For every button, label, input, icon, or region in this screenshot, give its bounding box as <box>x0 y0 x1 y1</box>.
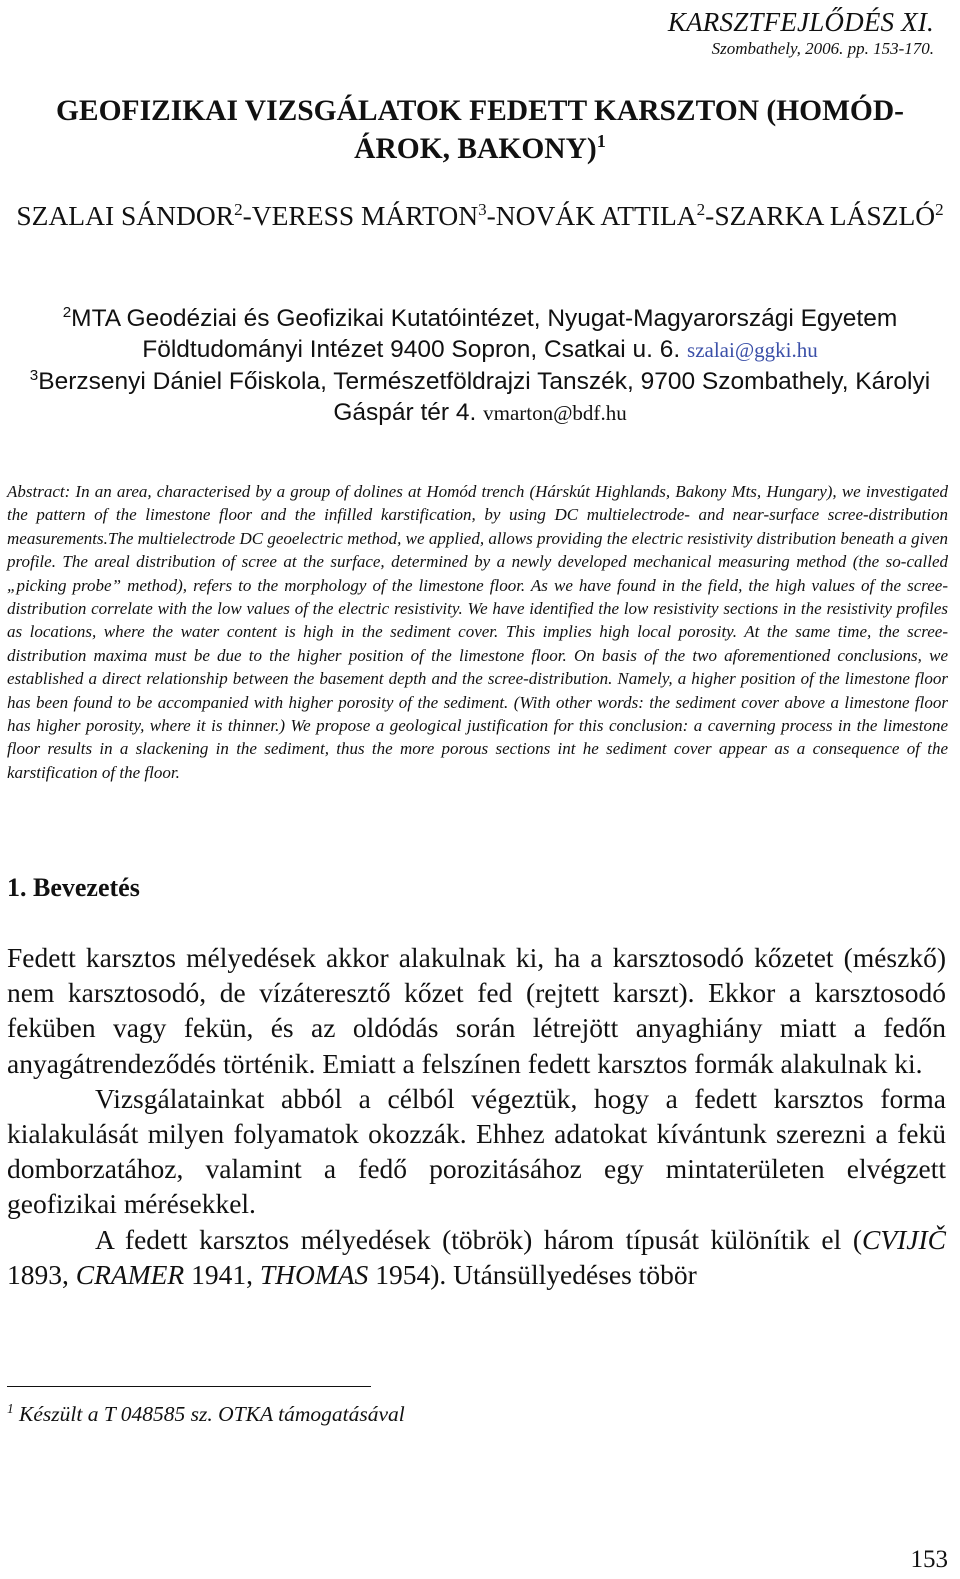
citation-year: 1941, <box>184 1258 260 1290</box>
author-separator: - <box>486 200 496 231</box>
citation-author: THOMAS <box>259 1258 369 1290</box>
paragraph-text: A fedett karsztos mélyedések (töbrök) három típusát különítik el ( <box>95 1223 862 1255</box>
author-affil-mark: 2 <box>935 199 944 219</box>
affiliation-1 <box>8 303 952 366</box>
author-name: SZALAI SÁNDOR <box>16 200 235 231</box>
paragraph: Vizsgálatainkat abból a célból végeztük, hogy a fedett karsztos forma kialakulását milyen folyamatok okozzák. Ehhez adatokat kívántunk szerezni a fekü domborzatához, valamint a fedő porozitásához egy mintaterületen elvégzett geofizikai mérésekkel. <box>7 1082 946 1220</box>
author-affil-mark: 3 <box>478 199 487 219</box>
paper-title-text: GEOFIZIKAI VIZSGÁLATOK FEDETT KARSZTON (HOMÓD-ÁROK, BAKONY) <box>55 95 905 165</box>
footnote-divider <box>7 1386 371 1387</box>
email-link[interactable] <box>483 401 627 425</box>
affiliation-text: Berzsenyi Dániel Főiskola, Természetföldrajzi Tanszék, 9700 Szombathely, Károlyi Gáspár tér 4. <box>38 368 931 426</box>
journal-title: KARSZTFEJLŐDÉS XI. <box>667 7 934 37</box>
footnote <box>7 1400 405 1428</box>
running-header <box>668 6 934 59</box>
affiliation-mark: 2 <box>62 303 72 321</box>
footnote-text: Készült a T 048585 sz. OTKA támogatásával <box>13 1402 405 1426</box>
paragraph <box>7 1222 946 1292</box>
body-text <box>7 940 946 1292</box>
author-separator: - <box>242 200 252 231</box>
author-list <box>14 198 946 234</box>
author-separator: - <box>705 200 715 231</box>
affiliation-2 <box>8 366 952 429</box>
footnote-mark: 1 <box>7 1400 14 1416</box>
author-name: NOVÁK ATTILA <box>495 200 697 231</box>
author-name: VERESS MÁRTON <box>251 200 479 231</box>
section-heading: 1. Bevezetés <box>7 873 140 902</box>
email-link[interactable] <box>687 338 818 362</box>
title-footnote-mark: 1 <box>596 131 606 152</box>
page-number: 153 <box>910 1546 948 1573</box>
paper-title <box>20 92 940 168</box>
author-affil-mark: 2 <box>696 199 706 219</box>
email-domain: .hu <box>791 338 818 362</box>
abstract: Abstract: In an area, characterised by a group of dolines at Homód trench (Hárskút Highlands, Bakony Mts, Hungary), we investigated the pattern of the limestone floor and the infilled karstification, by using DC multielectrode- and near-surface scree-distribution measurements.The multielectrode DC geoelectric method, we applied, allows providing the electric resistivity distribution beneath a given profile. The areal distribution of scree at the surface, determined by a newly developed mechanical measuring method (the so-called „picking probe” method), refers to the morphology of the limestone floor. As we have found in the field, the high values of the screedistribution correlate with the low values of the electric resistivity. We have identified the low resistivity sections in the resistivity profiles as locations, where the water content is high in the sediment cover. This implies high local porosity. At the same time, the scree-distribution maxima must be due to the higher position of the limestone floor. On basis of the two aforementioned conclusions, we established a direct relationship between the basement depth and the scree-distribution. Namely, a higher position of the limestone floor has been found to be accompanied with higher porosity of the sediment. (With other words: the sediment cover above a limestone floor has higher porosity, where it is thinner.) We propose a geological justification for this conclusion: a caverning process in the limestone floor results in a slackening in the sediment, thus the more porous sections int he sediment cover appear as a consequence of the karstification of the floor. <box>7 482 948 782</box>
email-user: vmarton@bdf <box>483 401 601 425</box>
citation-author: CVIJIČ <box>861 1223 946 1255</box>
citation-year: 1893, <box>7 1258 76 1290</box>
email-domain: .hu <box>600 401 627 425</box>
affiliation-mark: 3 <box>29 366 39 384</box>
affiliations <box>8 303 952 429</box>
author-name: SZARKA LÁSZLÓ <box>714 200 936 231</box>
author-affil-mark: 2 <box>234 199 243 219</box>
paragraph-text: 1954). Utánsüllyedéses töbör <box>368 1258 697 1290</box>
journal-citation: Szombathely, 2006. pp. 153-170. <box>711 39 934 58</box>
citation-author: CRAMER <box>75 1258 185 1290</box>
paragraph: Fedett karsztos mélyedések akkor alakulnak ki, ha a karsztosodó kőzetet (mészkő) nem karsztosodó, de vízáteresztő kőzet fed (rejtett karszt). Ekkor a karsztosodó feküben vagy fekün, és az oldódás során létrejött anyaghiány miatt a fedőn anyagátrendeződés történik. Emiatt a felszínen fedett karsztos formák alakulnak ki. <box>7 942 946 1079</box>
email-user: szalai@ggki <box>687 338 792 362</box>
affiliation-text: MTA Geodéziai és Geofizikai Kutatóintézet, Nyugat-Magyarországi Egyetem Földtudományi Intézet 9400 Sopron, Csatkai u. 6. <box>71 305 898 363</box>
